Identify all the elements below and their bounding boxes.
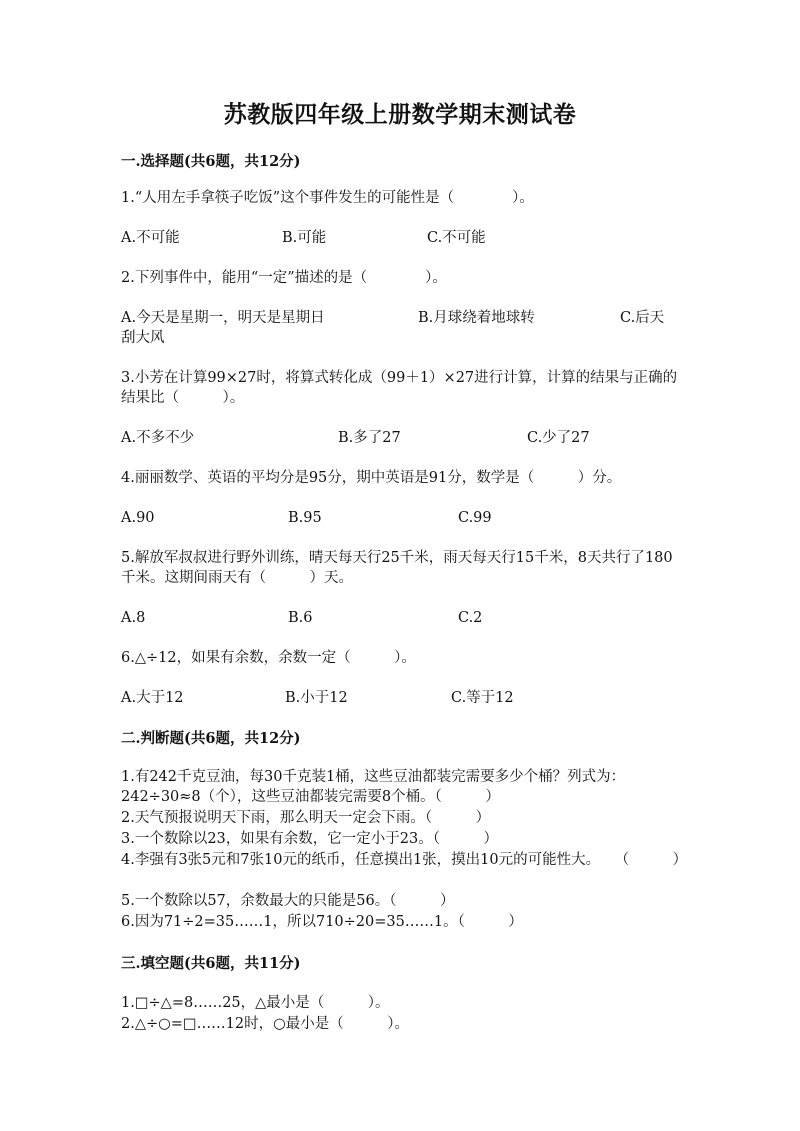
option-b: B.月球绕着地球转 <box>418 310 535 326</box>
option-row <box>121 688 681 708</box>
page-title: 苏教版四年级上册数学期末测试卷 <box>223 101 577 128</box>
option-b: B.95 <box>288 510 322 526</box>
option-row <box>121 508 681 528</box>
tf-item: 2.天气预报说明天下雨，那么明天一定会下雨。（ ） <box>121 810 491 826</box>
option-b: B.小于12 <box>285 690 348 706</box>
question-stem: 4.丽丽数学、英语的平均分是95分，期中英语是91分，数学是（ ）分。 <box>121 470 622 486</box>
option-row <box>121 428 681 448</box>
option-a: A.8 <box>121 610 146 626</box>
option-row <box>121 308 681 348</box>
tf-item: 1.有242千克豆油，每30千克装1桶，这些豆油都装完需要多少个桶？列式为：242÷30≈8（个），这些豆油都装完需要8个桶。（ ） <box>121 769 626 805</box>
tf-item: 6.因为71÷2=35……1，所以710÷20=35……1。（ ） <box>121 914 523 930</box>
option-c: C.2 <box>458 610 483 626</box>
option-a: A.90 <box>121 510 155 526</box>
option-a: A.大于12 <box>121 690 184 706</box>
option-row <box>121 228 681 248</box>
fill-item: 2.△÷○=□……12时，○最小是（ ）。 <box>121 1016 409 1032</box>
option-row <box>121 608 681 628</box>
option-c: C.99 <box>458 510 492 526</box>
option-c: C.后天 <box>620 310 665 326</box>
option-c-wrap: 刮大风 <box>121 330 165 346</box>
question-stem: 3.小芳在计算99×27时，将算式转化成（99＋1）×27进行计算，计算的结果与正确的结果比（ ）。 <box>121 370 678 406</box>
option-a: A.不多不少 <box>121 430 195 446</box>
option-a: A.今天是星期一，明天是星期日 <box>121 310 325 326</box>
section-heading-fill-blank: 三.填空题(共6题，共11分) <box>121 955 301 972</box>
option-c: C.少了27 <box>527 430 590 446</box>
question-stem: 2.下列事件中，能用“一定”描述的是（ ）。 <box>121 270 447 286</box>
question-stem: 5.解放军叔叔进行野外训练，晴天每天行25千米，雨天每天行15千米，8天共行了180千米。这期间雨天有（ ）天。 <box>121 550 673 586</box>
option-a: A.不可能 <box>121 230 180 246</box>
section-heading-true-false: 二.判断题(共6题，共12分) <box>121 730 301 747</box>
option-b: B.多了27 <box>338 430 401 446</box>
tf-item: 4.李强有3张5元和7张10元的纸币，任意摸出1张，摸出10元的可能性大。 （ ） <box>121 852 688 868</box>
fill-item: 1.□÷△=8……25，△最小是（ ）。 <box>121 995 390 1011</box>
question-stem: 6.△÷12，如果有余数，余数一定（ ）。 <box>121 650 416 666</box>
question-stem: 1.“人用左手拿筷子吃饭”这个事件发生的可能性是（ ）。 <box>121 190 534 206</box>
tf-item: 3.一个数除以23，如果有余数，它一定小于23。（ ） <box>121 831 498 847</box>
tf-item: 5.一个数除以57，余数最大的只能是56。（ ） <box>121 893 455 909</box>
option-c: C.不可能 <box>427 230 486 246</box>
option-b: B.可能 <box>282 230 327 246</box>
option-c: C.等于12 <box>451 690 514 706</box>
section-heading-choice: 一.选择题(共6题，共12分) <box>121 153 301 170</box>
option-b: B.6 <box>288 610 313 626</box>
